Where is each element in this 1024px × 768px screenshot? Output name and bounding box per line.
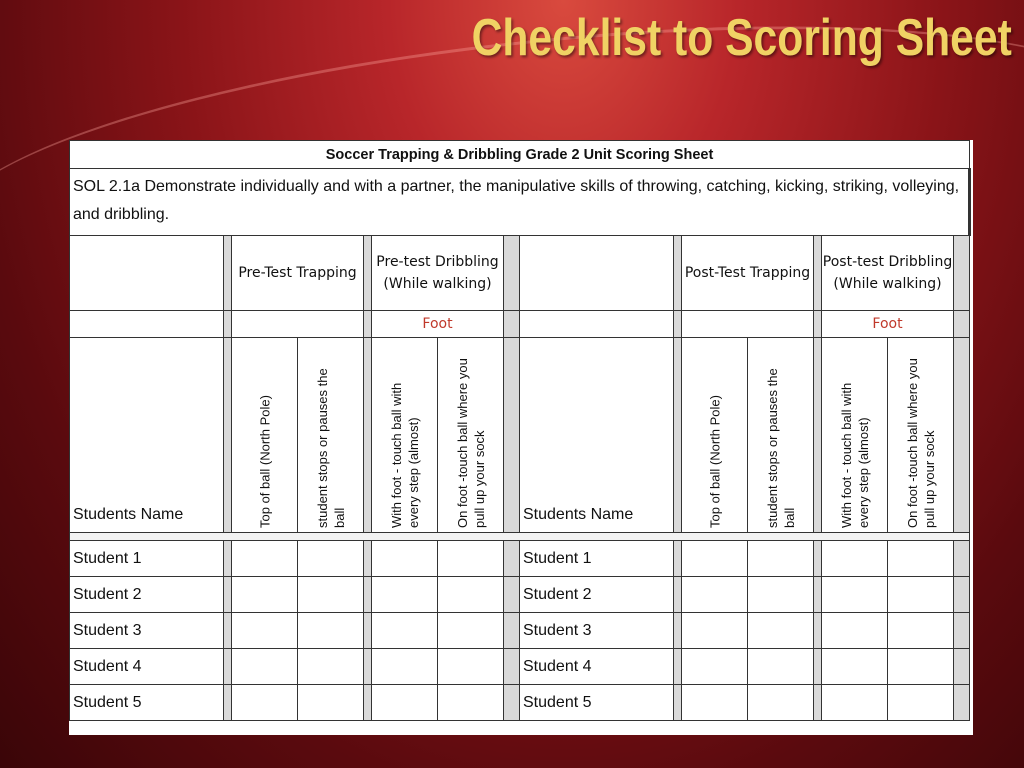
criterion-label: student stops or pauses the ball: [314, 368, 347, 528]
post-test-trapping-header: Post-Test Trapping: [682, 236, 814, 311]
criterion-label: On foot -touch ball where you pull up your sock: [454, 358, 487, 528]
spacer-row: [70, 533, 970, 541]
score-cell[interactable]: [888, 577, 954, 613]
students-name-header: Students Name: [70, 338, 224, 533]
score-cell[interactable]: [822, 577, 888, 613]
pre-test-trapping-header: Pre-Test Trapping: [232, 236, 364, 311]
pre-foot-label: Foot: [372, 311, 504, 338]
score-cell[interactable]: [372, 685, 438, 721]
separator-column: [224, 685, 232, 721]
criterion-cell: [682, 338, 748, 533]
separator-column: [364, 541, 372, 577]
student-name: Student 3: [70, 613, 224, 649]
separator-column: [674, 577, 682, 613]
score-cell[interactable]: [438, 649, 504, 685]
score-cell[interactable]: [822, 685, 888, 721]
criterion-label: Top of ball (North Pole): [257, 395, 272, 528]
score-cell[interactable]: [888, 613, 954, 649]
separator-column: [954, 613, 970, 649]
separator-column: [504, 649, 520, 685]
separator-column: [364, 685, 372, 721]
score-cell[interactable]: [298, 577, 364, 613]
separator-column: [954, 685, 970, 721]
separator-column: [954, 649, 970, 685]
score-cell[interactable]: [888, 685, 954, 721]
blank-cell: [520, 311, 674, 338]
scoring-sheet: [69, 140, 973, 735]
slide-title: Checklist to Scoring Sheet: [471, 9, 1012, 67]
score-cell[interactable]: [232, 613, 298, 649]
score-cell[interactable]: [438, 577, 504, 613]
score-cell[interactable]: [822, 541, 888, 577]
student-name: Student 2: [520, 577, 674, 613]
blank-cell: [682, 311, 814, 338]
separator-column: [954, 577, 970, 613]
separator-column: [504, 541, 520, 577]
criterion-label: With foot - touch ball with every step (almost): [388, 382, 421, 528]
separator-column: [674, 685, 682, 721]
separator-column: [814, 577, 822, 613]
separator-column: [814, 236, 822, 311]
separator-column: [504, 311, 520, 338]
post-foot-label: Foot: [822, 311, 954, 338]
score-cell[interactable]: [748, 577, 814, 613]
separator-column: [224, 649, 232, 685]
separator-column: [954, 338, 970, 533]
separator-column: [504, 577, 520, 613]
score-cell[interactable]: [438, 685, 504, 721]
blank-cell: [70, 311, 224, 338]
pre-test-dribbling-header: Pre-test Dribbling (While walking): [372, 236, 504, 311]
separator-column: [364, 236, 372, 311]
score-cell[interactable]: [888, 541, 954, 577]
separator-column: [674, 613, 682, 649]
score-cell[interactable]: [232, 685, 298, 721]
criterion-cell: [232, 338, 298, 533]
criterion-cell: [822, 338, 888, 533]
student-name: Student 4: [520, 649, 674, 685]
student-name: Student 4: [70, 649, 224, 685]
separator-column: [954, 541, 970, 577]
separator-column: [364, 338, 372, 533]
student-name: Student 1: [70, 541, 224, 577]
separator-column: [224, 311, 232, 338]
criterion-cell: [438, 338, 504, 533]
separator-column: [814, 613, 822, 649]
separator-column: [364, 613, 372, 649]
score-cell[interactable]: [438, 613, 504, 649]
separator-column: [814, 649, 822, 685]
students-name-header: Students Name: [520, 338, 674, 533]
criterion-cell: [748, 338, 814, 533]
separator-column: [674, 236, 682, 311]
score-cell[interactable]: [298, 541, 364, 577]
score-cell[interactable]: [232, 649, 298, 685]
separator-column: [224, 541, 232, 577]
separator-column: [224, 236, 232, 311]
separator-column: [674, 338, 682, 533]
score-cell[interactable]: [232, 577, 298, 613]
sol-standard: SOL 2.1a Demonstrate individually and with a partner, the manipulative skills of throwing, catching, kicking, striking, volleying, and dribbling.: [70, 169, 970, 236]
separator-column: [814, 338, 822, 533]
score-cell[interactable]: [748, 649, 814, 685]
criteria-row: [70, 338, 970, 533]
separator-column: [364, 577, 372, 613]
table-row: [70, 541, 970, 577]
section-header-row: [70, 236, 970, 311]
separator-column: [224, 338, 232, 533]
student-name: Student 1: [520, 541, 674, 577]
student-name: Student 3: [520, 613, 674, 649]
score-cell[interactable]: [232, 541, 298, 577]
blank-cell: [232, 311, 364, 338]
score-cell[interactable]: [372, 541, 438, 577]
student-name: Student 5: [70, 685, 224, 721]
separator-column: [674, 649, 682, 685]
criterion-cell: [888, 338, 954, 533]
separator-column: [814, 685, 822, 721]
score-cell[interactable]: [748, 541, 814, 577]
score-cell[interactable]: [682, 649, 748, 685]
table-row: [70, 649, 970, 685]
separator-column: [364, 649, 372, 685]
score-cell[interactable]: [298, 649, 364, 685]
score-cell[interactable]: [748, 685, 814, 721]
criterion-label: On foot -touch ball where you pull up your sock: [904, 358, 937, 528]
spacer-cell: [70, 533, 970, 541]
score-cell[interactable]: [682, 577, 748, 613]
post-test-dribbling-header: Post-test Dribbling (While walking): [822, 236, 954, 311]
score-cell[interactable]: [298, 685, 364, 721]
score-cell[interactable]: [682, 613, 748, 649]
separator-column: [954, 236, 970, 311]
separator-column: [814, 311, 822, 338]
criterion-label: With foot - touch ball with every step (almost): [838, 382, 871, 528]
student-rows: [70, 541, 970, 721]
separator-column: [674, 311, 682, 338]
student-name: Student 2: [70, 577, 224, 613]
score-cell[interactable]: [682, 541, 748, 577]
separator-column: [954, 311, 970, 338]
score-cell[interactable]: [822, 613, 888, 649]
separator-column: [224, 613, 232, 649]
scoring-table: [69, 140, 971, 721]
score-cell[interactable]: [372, 577, 438, 613]
score-cell[interactable]: [298, 613, 364, 649]
table-row: [70, 685, 970, 721]
score-cell[interactable]: [682, 685, 748, 721]
criterion-label: student stops or pauses the ball: [764, 368, 797, 528]
score-cell[interactable]: [748, 613, 814, 649]
sheet-caption: Soccer Trapping & Dribbling Grade 2 Unit Scoring Sheet: [70, 141, 970, 169]
separator-column: [364, 311, 372, 338]
student-name: Student 5: [520, 685, 674, 721]
table-row: [70, 613, 970, 649]
blank-cell: [520, 236, 674, 311]
criterion-label: Top of ball (North Pole): [707, 395, 722, 528]
score-cell[interactable]: [888, 649, 954, 685]
score-cell[interactable]: [372, 613, 438, 649]
separator-column: [674, 541, 682, 577]
criterion-cell: [298, 338, 364, 533]
separator-column: [224, 577, 232, 613]
separator-column: [504, 613, 520, 649]
separator-column: [814, 541, 822, 577]
score-cell[interactable]: [438, 541, 504, 577]
table-row: [70, 577, 970, 613]
separator-column: [504, 338, 520, 533]
score-cell[interactable]: [372, 649, 438, 685]
separator-column: [504, 236, 520, 311]
separator-column: [504, 685, 520, 721]
blank-cell: [70, 236, 224, 311]
score-cell[interactable]: [822, 649, 888, 685]
foot-label-row: [70, 311, 970, 338]
criterion-cell: [372, 338, 438, 533]
